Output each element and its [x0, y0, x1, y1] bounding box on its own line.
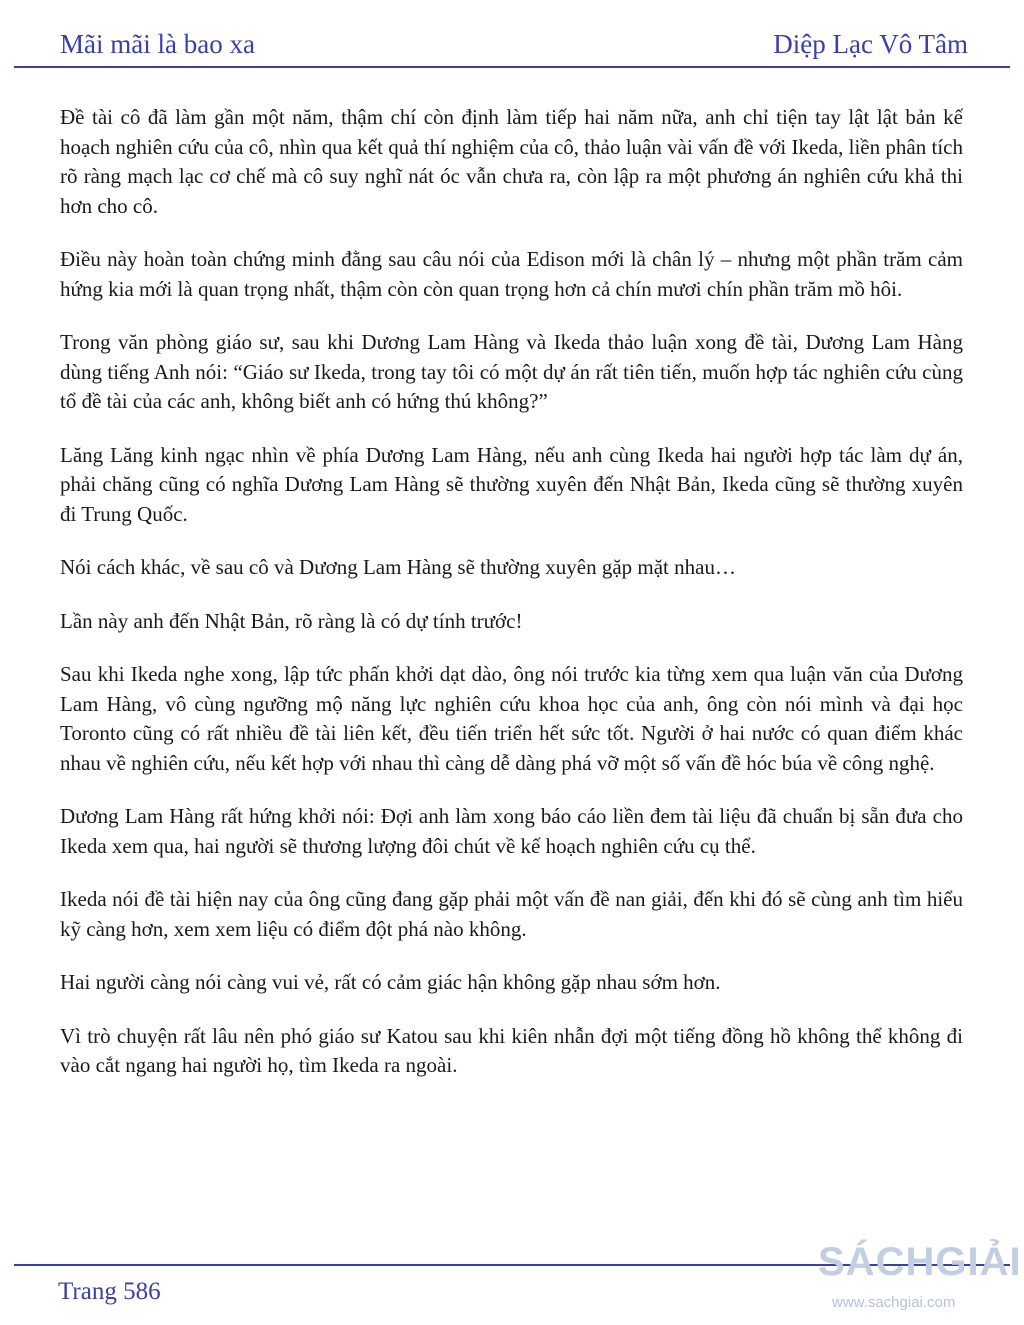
page-number: Trang 586	[58, 1278, 161, 1305]
paragraph: Ikeda nói đề tài hiện nay của ông cũng đang gặp phải một vấn đề nan giải, đến khi đó sẽ cùng anh tìm hiểu kỹ càng hơn, xem xem liệu có điểm đột phá nào không.	[60, 887, 963, 941]
paragraph: Đề tài cô đã làm gần một năm, thậm chí còn định làm tiếp hai năm nữa, anh chỉ tiện tay lật lật bản kế hoạch nghiên cứu của cô, nhìn qua kết quả thí nghiệm của cô, thảo luận vài vấn đề với Ikeda, liền phân tích rõ ràng mạch lạc cơ chế mà cô suy nghĩ nát óc vẫn chưa ra, còn lập ra một phương án nghiên cứu khả thi hơn cho cô.	[60, 105, 963, 218]
author-name: Diệp Lạc Vô Tâm	[773, 29, 968, 59]
paragraph: Sau khi Ikeda nghe xong, lập tức phấn khởi dạt dào, ông nói trước kia từng xem qua luận văn của Dương Lam Hàng, vô cùng ngưỡng mộ năng lực nghiên cứu khoa học của anh, ông còn nói mình và đại học Toronto cũng có rất nhiều đề tài liên kết, đều tiến triển hết sức tốt. Người ở hai nước có quan điểm khác nhau về nghiên cứu, nếu kết hợp với nhau thì càng dễ dàng phá vỡ một số vấn đề hóc búa về công nghệ.	[60, 662, 963, 775]
paragraph: Vì trò chuyện rất lâu nên phó giáo sư Katou sau khi kiên nhẫn đợi một tiếng đồng hồ không thể không đi vào cắt ngang hai người họ, tìm Ikeda ra ngoài.	[60, 1023, 963, 1077]
paragraph: Điều này hoàn toàn chứng minh đằng sau câu nói của Edison mới là chân lý – nhưng một phần trăm cảm hứng kia mới là quan trọng nhất, thậm còn còn quan trọng hơn cả chín mươi chín phần trăm mồ hôi.	[60, 247, 963, 301]
watermark-url: www.sachgiai.com	[832, 1294, 956, 1311]
paragraph: Lăng Lăng kinh ngạc nhìn về phía Dương Lam Hàng, nếu anh cùng Ikeda hai người hợp tác làm dự án, phải chăng cũng có nghĩa Dương Lam Hàng sẽ thường xuyên đến Nhật Bản, Ikeda cũng sẽ thường xuyên đi Trung Quốc.	[60, 442, 963, 526]
watermark-logo: SÁCHGIẢI	[818, 1240, 1022, 1284]
page-body	[60, 103, 963, 1105]
paragraph: Dương Lam Hàng rất hứng khởi nói: Đợi anh làm xong báo cáo liền đem tài liệu đã chuẩn bị sẵn đưa cho Ikeda xem qua, hai người sẽ thương lượng đôi chút về kế hoạch nghiên cứu cụ thể.	[60, 804, 963, 858]
book-title: Mãi mãi là bao xa	[60, 29, 255, 59]
paragraph: Nói cách khác, về sau cô và Dương Lam Hàng sẽ thường xuyên gặp mặt nhau…	[60, 555, 736, 579]
paragraph: Trong văn phòng giáo sư, sau khi Dương Lam Hàng và Ikeda thảo luận xong đề tài, Dương Lam Hàng dùng tiếng Anh nói: “Giáo sư Ikeda, trong tay tôi có một dự án rất tiên tiến, muốn hợp tác nghiên cứu cùng tổ đề tài của các anh, không biết anh có hứng thú không?”	[60, 330, 963, 413]
paragraph: Hai người càng nói càng vui vẻ, rất có cảm giác hận không gặp nhau sớm hơn.	[60, 970, 721, 994]
paragraph: Lần này anh đến Nhật Bản, rõ ràng là có dự tính trước!	[60, 608, 523, 633]
page-header	[14, 22, 1010, 68]
